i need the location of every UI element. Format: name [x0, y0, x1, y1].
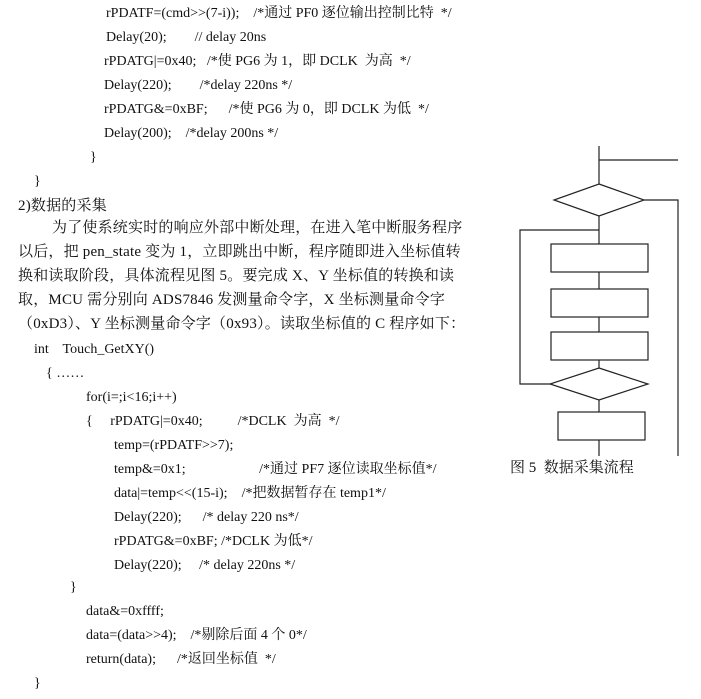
flowchart-figure	[498, 144, 688, 456]
code-line: rPDATF=(cmd>>(7-i)); /*通过 PF0 逐位输出控制比特 */	[106, 6, 452, 21]
code-brace: }	[34, 676, 41, 691]
paragraph-line: （0xD3）、Y 坐标测量命令字（0x93）。读取坐标值的 C 程序如下：	[18, 316, 466, 332]
flow-loop-left	[520, 230, 599, 384]
flow-process-box	[551, 289, 648, 317]
flow-loop-right	[644, 200, 678, 456]
code-line: temp&=0x1; /*通过 PF7 逐位读取坐标值*/	[114, 462, 437, 477]
code-brace: }	[34, 174, 41, 189]
flow-process-box	[558, 412, 645, 440]
paragraph-line: 取，MCU 需分别向 ADS7846 发测量命令字，X 坐标测量命令字	[18, 292, 446, 308]
paragraph-line: 换和读取阶段，具体流程见图 5。要完成 X、Y 坐标值的转换和读	[18, 268, 455, 284]
paragraph-line: 以后，把 pen_state 变为 1，立即跳出中断，程序随即进入坐标值转	[18, 244, 461, 260]
flow-decision-top	[554, 184, 644, 216]
code-line: Delay(20); // delay 20ns	[106, 30, 267, 45]
code-line: for(i=;i<16;i++)	[86, 390, 177, 405]
code-line: Delay(220); /* delay 220ns */	[114, 558, 296, 573]
code-brace: }	[70, 580, 77, 595]
code-line: rPDATG&=0xBF; /*DCLK 为低*/	[114, 534, 313, 549]
code-brace: }	[90, 150, 97, 165]
code-line: Delay(200); /*delay 200ns */	[104, 126, 279, 141]
code-line: Delay(220); /* delay 220 ns*/	[114, 510, 299, 525]
code-line: { ……	[46, 366, 85, 381]
code-line: data=(data>>4); /*剔除后面 4 个 0*/	[86, 628, 307, 643]
code-line: return(data); /*返回坐标值 */	[86, 652, 276, 667]
flow-decision-bottom	[550, 368, 648, 400]
section-heading: 2)数据的采集	[18, 198, 107, 214]
code-line: int Touch_GetXY()	[34, 342, 155, 357]
code-line: data&=0xffff;	[86, 604, 164, 619]
code-line: { rPDATG|=0x40; /*DCLK 为高 */	[86, 414, 340, 429]
code-line: rPDATG&=0xBF; /*使 PG6 为 0，即 DCLK 为低 */	[104, 102, 429, 117]
code-line: temp=(rPDATF>>7);	[114, 438, 234, 453]
code-line: data|=temp<<(15-i); /*把数据暂存在 temp1*/	[114, 486, 386, 501]
flow-process-box	[551, 244, 648, 272]
flow-process-box	[551, 332, 648, 360]
code-line: rPDATG|=0x40; /*使 PG6 为 1，即 DCLK 为高 */	[104, 54, 411, 69]
code-line: Delay(220); /*delay 220ns */	[104, 78, 293, 93]
paragraph-line: 为了使系统实时的响应外部中断处理，在进入笔中断服务程序	[52, 220, 463, 236]
figure-caption: 图 5 数据采集流程	[510, 460, 634, 476]
